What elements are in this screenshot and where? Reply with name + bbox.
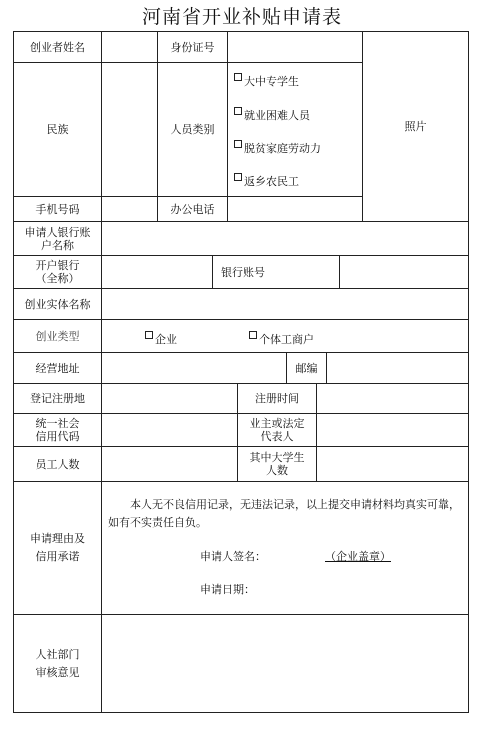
entity-name-label: 创业实体名称: [24, 297, 91, 311]
review-field[interactable]: [102, 615, 468, 712]
credit-code-field[interactable]: [102, 414, 237, 446]
bank-account-name-field[interactable]: [102, 222, 468, 255]
seal-label: （企业盖章）: [325, 550, 391, 563]
office-phone-label: 办公电话: [170, 202, 215, 216]
bank-field[interactable]: [102, 256, 212, 288]
label-line: 信用代码: [35, 430, 80, 443]
label-line: 人数: [266, 464, 288, 477]
option-label: 大中专学生: [244, 75, 299, 88]
label-line: 申请人银行账: [24, 225, 91, 239]
signature-label: 申请人签名：: [200, 550, 266, 563]
staff-count-field[interactable]: [102, 447, 237, 481]
credit-code-label: [14, 414, 101, 446]
reg-time-label: 注册时间: [255, 392, 299, 405]
mobile-field[interactable]: [102, 197, 157, 221]
photo-box[interactable]: [363, 32, 468, 221]
option-label: 企业: [155, 333, 177, 346]
legal-rep-label: [238, 414, 316, 446]
label-line: 代表人: [260, 430, 294, 443]
postcode-field[interactable]: [327, 353, 468, 383]
label-line: 人社部门: [35, 647, 80, 661]
label-line: （全称）: [35, 272, 80, 285]
grad-count-field[interactable]: [317, 447, 468, 481]
photo-label: 照片: [404, 120, 427, 133]
reason-label: [14, 482, 101, 614]
business-type-option-enterprise[interactable]: [145, 331, 177, 347]
option-label: 脱贫家庭劳动力: [244, 142, 321, 155]
checkbox-icon[interactable]: [145, 331, 153, 339]
founder-name-field[interactable]: [102, 32, 157, 62]
category-option-poverty[interactable]: [234, 140, 321, 156]
label-line: 信用承诺: [35, 550, 80, 563]
id-number-field[interactable]: [228, 32, 362, 62]
checkbox-icon[interactable]: [234, 107, 242, 115]
person-category-label: 人员类别: [170, 123, 215, 136]
address-label: 经营地址: [35, 361, 80, 375]
form-title: 河南省开业补贴申请表: [141, 6, 342, 28]
category-option-migrant[interactable]: [234, 173, 299, 189]
review-label: [14, 615, 101, 712]
label-line: 业主或法定: [249, 417, 305, 430]
business-type-label: 创业类型: [35, 329, 80, 343]
bank-account-no-field[interactable]: [273, 256, 339, 288]
address-field[interactable]: [102, 353, 286, 383]
ethnicity-field[interactable]: [102, 63, 157, 196]
label-line: 申请理由及: [30, 532, 85, 545]
legal-rep-field[interactable]: [317, 414, 468, 446]
label-line: 审核意见: [35, 665, 80, 679]
bank-account-no-label: 银行账号: [221, 265, 265, 279]
reg-time-field[interactable]: [317, 384, 468, 413]
date-label: 申请日期：: [200, 583, 255, 596]
bank-account-name-label: [14, 222, 101, 255]
label-line: 其中大学生: [249, 451, 305, 464]
office-phone-field[interactable]: [228, 197, 362, 221]
postcode-label: 邮编: [295, 361, 318, 375]
reg-place-field[interactable]: [102, 384, 237, 413]
signature-field[interactable]: [268, 544, 318, 564]
reg-place-label: 登记注册地: [30, 392, 85, 405]
bank-label: [14, 256, 101, 288]
checkbox-icon[interactable]: [234, 140, 242, 148]
date-field[interactable]: [256, 577, 376, 597]
ethnicity-label: 民族: [46, 123, 69, 136]
mobile-label: 手机号码: [35, 202, 80, 216]
category-option-student[interactable]: [234, 73, 299, 89]
business-type-option-individual[interactable]: [249, 331, 314, 347]
entity-name-field[interactable]: [102, 289, 468, 319]
checkbox-icon[interactable]: [234, 173, 242, 181]
option-label: 个体工商户: [259, 333, 314, 346]
category-option-hardship[interactable]: [234, 107, 310, 123]
option-label: 返乡农民工: [244, 175, 299, 188]
staff-count-label: 员工人数: [35, 457, 80, 471]
label-line: 统一社会: [35, 417, 80, 430]
id-number-label: 身份证号: [170, 40, 215, 54]
founder-name-label: 创业者姓名: [30, 40, 85, 54]
pledge-text: 本人无不良信用记录，无违法记录，以上提交申请材料均真实可靠，如有不实责任自负。: [108, 498, 460, 529]
label-line: 开户银行: [35, 259, 80, 272]
label-line: 户名称: [41, 238, 74, 252]
checkbox-icon[interactable]: [249, 331, 257, 339]
option-label: 就业困难人员: [244, 109, 310, 122]
grad-count-label: [238, 447, 316, 481]
checkbox-icon[interactable]: [234, 73, 242, 81]
